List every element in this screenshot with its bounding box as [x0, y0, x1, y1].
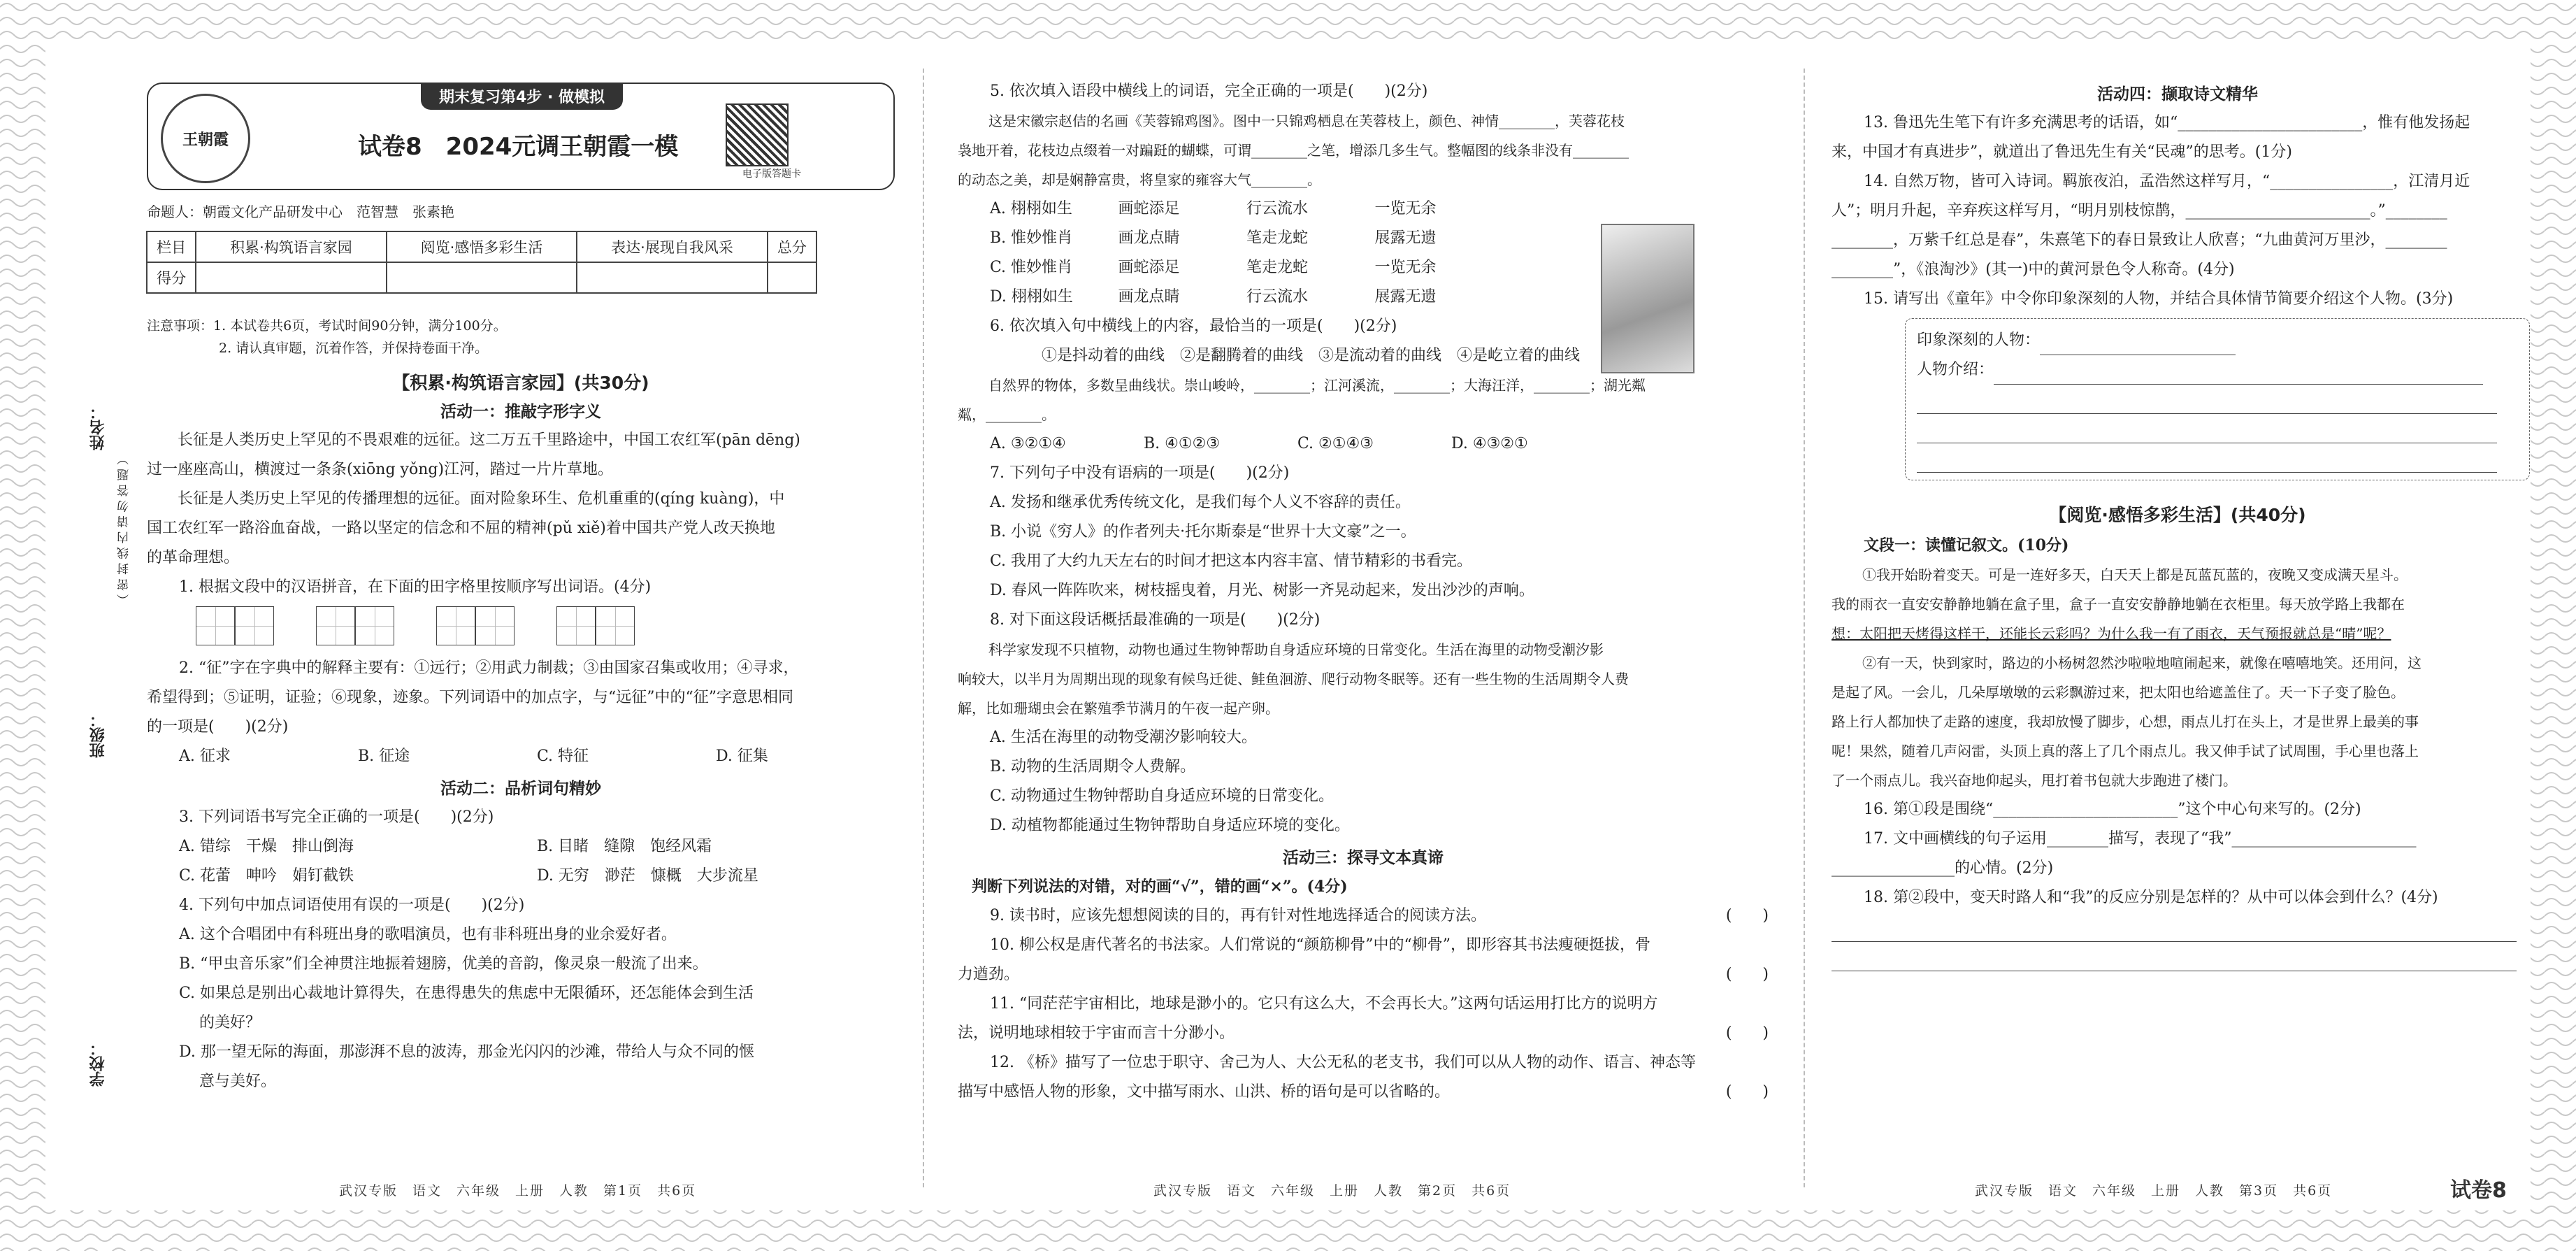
- option-d[interactable]: D. 征集: [716, 748, 768, 765]
- question-10-line: 力遒劲。 ( ): [958, 960, 1769, 989]
- score-header: 阅览·感悟多彩生活: [387, 231, 577, 262]
- passage-label: 文段一：读懂记叙文。(10分): [1864, 536, 2069, 555]
- class-label: 班级：: [89, 712, 107, 758]
- passage-line: 国工农红军一路浴血奋战，一路以坚定的信念和不屈的精神(pǔ xiě)着中国共产党人改天换地: [147, 520, 775, 537]
- answer-paren[interactable]: ( ): [1725, 907, 1769, 924]
- section-title: 【积累·构筑语言家园】(共30分): [392, 373, 649, 393]
- seal-note: （ 密 封 线 内 请 勿 答 题 ）: [117, 453, 131, 606]
- question-5: 5. 依次填入语段中横线上的词语，完全正确的一项是( )(2分): [990, 83, 1428, 100]
- passage-line: 呢！果然，随着几声闷雷，头顶上真的落上了几个雨点儿。我又伸手试了试周围，手心里也落上: [1832, 743, 2419, 759]
- score-cell[interactable]: [768, 262, 816, 293]
- question-1: 1. 根据文段中的汉语拼音，在下面的田字格里按顺序写出词语。(4分): [179, 578, 652, 596]
- score-cell[interactable]: [577, 262, 768, 293]
- option-b[interactable]: B. “甲虫音乐家”们全神贯注地振着翅膀，优美的音韵，像灵泉一般流了出来。: [179, 955, 708, 973]
- question-17-line: ________________的心情。(2分): [1832, 859, 2054, 877]
- score-header: 栏目: [147, 231, 196, 262]
- q2-options[interactable]: [147, 742, 895, 771]
- question-3: 3. 下列词语书写完全正确的一项是( )(2分): [179, 808, 494, 826]
- question-12-line: 描写中感悟人物的形象，文中描写雨水、山洪、桥的语句是可以省略的。 ( ): [958, 1078, 1769, 1107]
- option-d[interactable]: D. 无穷 渺茫 慷概 大步流星: [537, 867, 758, 885]
- paper-title: 试卷8 2024元调王朝霞一模: [358, 133, 679, 161]
- page-footer: 武汉专版 语文 六年级 上册 人教 第2页 共6页: [1153, 1183, 1511, 1199]
- option-b[interactable]: B. 征途: [358, 748, 410, 765]
- notes-line: 注意事项：1. 本试卷共6页，考试时间90分钟，满分100分。: [147, 318, 507, 334]
- question-10: 10. 柳公权是唐代著名的书法家。人们常说的“颜筋柳骨”中的“柳骨”，即形容其书法瘦硬挺拔，骨: [990, 936, 1650, 954]
- option-c[interactable]: C. 我用了大约九天左右的时间才把这本内容丰富、情节精彩的书看完。: [990, 552, 1473, 570]
- passage-line: 长征是人类历史上罕见的传播理想的远征。面对险象环生、危机重重的(qíng kuàng)，中: [178, 490, 785, 508]
- brand-logo: 王朝霞: [161, 94, 250, 183]
- answer-paren[interactable]: ( ): [1725, 1024, 1769, 1042]
- passage-line: 了一个雨点儿。我兴奋地仰起头，甩打着书包就大步跑进了楼门。: [1832, 772, 2237, 789]
- option-c-cont: 的美好？: [179, 1014, 261, 1031]
- option-d-cont: 意与美好。: [179, 1073, 276, 1090]
- passage-line: ②有一天，快到家时，路边的小杨树忽然沙啦啦地喧闹起来，就像在嘻嘻地笑。还用问，这: [1862, 655, 2422, 671]
- option-d[interactable]: D. 那一望无际的海面，那澎湃不息的波涛，那金光闪闪的沙滩，带给人与众不同的惬: [179, 1043, 754, 1061]
- writing-grid[interactable]: [147, 606, 895, 648]
- score-header: 表达·展现自我风采: [577, 231, 768, 262]
- score-cell[interactable]: [196, 262, 387, 293]
- question-2-line: 希望得到；⑤证明，证验；⑥现象，迹象。下列词语中的加点字，与“远征”中的“征”字意思相同: [147, 689, 793, 706]
- q6-items: ①是抖动着的曲线 ②是翻腾着的曲线 ③是流动着的曲线 ④是屹立着的曲线: [1042, 347, 1581, 364]
- page-footer: 武汉专版 语文 六年级 上册 人教 第3页 共6页: [1975, 1183, 2333, 1199]
- option-d[interactable]: D. ④③②①: [1451, 435, 1528, 452]
- question-18: 18. 第②段中，变天时路人和“我”的反应分别是怎样的？从中可以体会到什么？(4分): [1864, 889, 2438, 906]
- passage-line: ①我开始盼着变天。可是一连好多天，白天天上都是瓦蓝瓦蓝的，夜晚又变成满天星斗。: [1862, 566, 2408, 583]
- exam-sheet: [45, 41, 2531, 1210]
- option-d[interactable]: D. 动植物都能通过生物钟帮助自身适应环境的变化。: [990, 817, 1350, 834]
- answer-paren[interactable]: ( ): [1725, 1083, 1769, 1101]
- name-label: 姓名：: [89, 404, 107, 450]
- question-2-line: 的一项是( )(2分): [147, 718, 289, 736]
- option-a[interactable]: A. 错综 干燥 排山倒海: [179, 838, 354, 855]
- school-label: 学校：: [89, 1041, 107, 1087]
- option-c[interactable]: C. 动物通过生物钟帮助自身适应环境的日常变化。: [990, 787, 1334, 805]
- passage-line: 过一座座高山，横渡过一条条(xiōng yǒng)江河，踏过一片片草地。: [147, 461, 614, 478]
- question-9: 9. 读书时，应该先想想阅读的目的，再有针对性地选择适合的阅读方法。 ( ): [958, 901, 1769, 931]
- question-8: 8. 对下面这段话概括最准确的一项是( )(2分): [990, 611, 1321, 629]
- passage-line: 解，比如珊瑚虫会在繁殖季节满月的午夜一起产卵。: [958, 700, 1279, 717]
- answer-line[interactable]: [1832, 942, 2524, 971]
- qr-code-icon[interactable]: [726, 103, 789, 166]
- passage-line: 粼，________。: [958, 406, 1056, 423]
- q6-options[interactable]: [958, 429, 1605, 459]
- section-title: 【阅览·感悟多彩生活】(共40分): [2049, 505, 2306, 525]
- option-b[interactable]: B. ④①②③: [1144, 435, 1221, 452]
- page-2: [958, 77, 1769, 1107]
- q3-options[interactable]: [147, 832, 895, 862]
- review-tag: 期末复习第4步 · 做模拟: [421, 83, 623, 110]
- option-b[interactable]: B. 动物的生活周期令人费解。: [990, 758, 1196, 775]
- passage-line: 长征是人类历史上罕见的不畏艰难的远征。这二万五千里路途中，中国工农红军(pān dēng): [178, 431, 800, 449]
- question-16: 16. 第①段是围绕“________________________”这个中心句来写的。(2分): [1864, 801, 2361, 818]
- option-c[interactable]: C. 如果总是别出心裁地计算得失，在患得患失的焦虑中无限循环，还怎能体会到生活: [179, 985, 754, 1002]
- activity-title: 活动四：撷取诗文精华: [2097, 85, 2258, 103]
- question-14: 14. 自然万物，皆可入诗词。羁旅夜泊，孟浩然这样写月，“________________，江清月近: [1864, 173, 2470, 190]
- passage-line: 是起了风。一会儿，几朵厚墩墩的云彩飘游过来，把太阳也给遮盖住了。天一下子变了脸色。: [1832, 684, 2405, 701]
- activity-title: 活动二：品析词句精妙: [440, 780, 601, 798]
- question-13: 13. 鲁迅先生笔下有许多充满思考的话语，如“________________________，惟有他发扬起: [1864, 114, 2470, 131]
- brocade-pheasant-painting: [1601, 224, 1694, 373]
- option-c[interactable]: C. 特征: [537, 748, 589, 765]
- q3-options[interactable]: [147, 862, 895, 891]
- score-row-label: 得分: [147, 262, 196, 293]
- question-14-line: 人”；明月升起，辛弃疾这样写月，“明月别枝惊鹊，________________________。”________: [1832, 202, 2447, 220]
- option-d[interactable]: D. 春风一阵阵吹来，树枝摇曳着，月光、树影一齐晃动起来，发出沙沙的声响。: [990, 582, 1534, 599]
- question-17: 17. 文中画横线的句子运用________描写，表现了“我”________________________: [1864, 830, 2417, 848]
- option-b[interactable]: B. 小说《穷人》的作者列夫·托尔斯泰是“世界十大文豪”之一。: [990, 523, 1416, 541]
- activity-title: 活动一：推敲字形字义: [440, 403, 601, 421]
- question-13-line: 来，中国才有真进步”，就道出了鲁迅先生有关“民魂”的思考。(1分): [1832, 143, 2292, 161]
- question-12: 12. 《桥》描写了一位忠于职守、舍己为人、大公无私的老支书，我们可以从人物的动作、语言、神态等: [990, 1054, 1696, 1071]
- page-divider: [1804, 69, 1805, 1187]
- question-4: 4. 下列句中加点词语使用有误的一项是( )(2分): [179, 896, 525, 914]
- option-d[interactable]: D. 栩栩如生 画龙点睛 行云流水 展露无遗: [990, 288, 1437, 306]
- question-14-line: ________，万紫千红总是春”，朱熹笔下的春日景致让人欣喜；“九曲黄河万里沙，________: [1832, 231, 2447, 249]
- passage-line: 我的雨衣一直安安静静地躺在盒子里，盒子一直安安静静地躺在衣柜里。每天放学路上我都在: [1832, 596, 2405, 613]
- score-header: 积累·构筑语言家园: [196, 231, 387, 262]
- question-14-line: ________”，《浪淘沙》(其一)中的黄河景色令人称奇。(4分): [1832, 261, 2235, 278]
- qr-caption: 电子版答题卡: [742, 169, 801, 180]
- option-a[interactable]: A. 发扬和继承优秀传统文化，是我们每个人义不容辞的责任。: [990, 494, 1411, 511]
- q15-person-line: 印象深刻的人物：: [1917, 326, 2518, 355]
- score-header: 总分: [768, 231, 816, 262]
- authors: 命题人：朝霞文化产品研发中心 范智慧 张素艳: [147, 203, 454, 220]
- option-c[interactable]: C. 花蕾 呻吟 娟钉截铁: [179, 867, 354, 885]
- option-a[interactable]: A. 生活在海里的动物受潮汐影响较大。: [990, 729, 1257, 746]
- option-b[interactable]: B. 惟妙惟肖 画龙点睛 笔走龙蛇 展露无遗: [990, 229, 1437, 247]
- judge-instruction: 判断下列说法的对错，对的画“√”，错的画“×”。(4分): [972, 878, 1348, 896]
- q15-intro-line: 人物介绍：: [1917, 355, 2518, 385]
- question-6: 6. 依次填入句中横线上的内容，最恰当的一项是( )(2分): [990, 317, 1397, 335]
- page-1: [147, 41, 895, 1096]
- question-15: 15. 请写出《童年》中令你印象深刻的人物，并结合具体情节简要介绍这个人物。(3分): [1864, 290, 2454, 308]
- passage-line: 路上行人都加快了走路的速度，我却放慢了脚步，心想，雨点儿打在头上，才是世界上最美的事: [1832, 713, 2419, 730]
- option-a[interactable]: A. 征求: [179, 748, 231, 765]
- passage-line: 这是宋徽宗赵佶的名画《芙蓉锦鸡图》。图中一只锦鸡栖息在芙蓉枝上，颜色、神情________，芙蓉花枝: [988, 113, 1625, 129]
- page-3: [1832, 77, 2524, 971]
- passage-line-underlined: 想：太阳把天烤得这样干，还能长云彩吗？为什么我一有了雨衣，天气预报就总是“晴”呢？: [1832, 625, 2391, 642]
- option-c[interactable]: C. ②①④③: [1297, 435, 1374, 452]
- option-b[interactable]: B. 目睹 缝隙 饱经风霜: [537, 838, 712, 855]
- page-footer: 武汉专版 语文 六年级 上册 人教 第1页 共6页: [339, 1183, 697, 1199]
- score-cell[interactable]: [387, 262, 577, 293]
- score-table: [146, 231, 817, 294]
- paper-mark: 试卷8: [2450, 1178, 2507, 1203]
- option-c[interactable]: C. 惟妙惟肖 画蛇添足 笔走龙蛇 一览无余: [990, 259, 1437, 276]
- answer-line[interactable]: [1832, 913, 2524, 942]
- option-a[interactable]: A. ③②①④: [990, 435, 1066, 452]
- passage-line: 的革命理想。: [147, 549, 240, 566]
- passage-line: 的动态之美，却是娴静富贵，将皇家的雍容大气________。: [958, 171, 1321, 188]
- option-a[interactable]: A. 这个合唱团中有科班出身的歌唱演员，也有非科班出身的业余爱好者。: [179, 926, 677, 943]
- passage-line: 自然界的物体，多数呈曲线状。崇山峻岭，________；江河溪流，________；大海汪洋，________；湖光粼: [988, 377, 1646, 394]
- question-11: 11. “同茫茫宇宙相比，地球是渺小的。它只有这么大，不会再长大。”这两句话运用打比方的说明方: [990, 995, 1658, 1013]
- question-11-line: 法，说明地球相较于宇宙而言十分渺小。 ( ): [958, 1019, 1769, 1048]
- paper-header: [147, 83, 895, 190]
- page-divider: [923, 69, 924, 1187]
- notes-line: 2. 请认真审题，沉着作答，并保持卷面干净。: [219, 341, 489, 356]
- passage-line: 袅地开着，花枝边点缀着一对蹁跹的蝴蝶，可谓________之笔，增添几多生气。整幅图的线条非没有________: [958, 142, 1629, 159]
- question-2: 2. “征”字在字典中的解释主要有：①远行；②用武力制裁；③由国家召集或收用；④寻求，: [179, 659, 799, 677]
- activity-title: 活动三：探寻文本真谛: [1283, 849, 1444, 867]
- passage-line: 响较大，以半月为周期出现的现象有候鸟迁徙、鲑鱼洄游、爬行动物冬眠等。还有一些生物的生活周期令人费: [958, 671, 1629, 687]
- passage-line: 科学家发现不只植物，动物也通过生物钟帮助自身适应环境的日常变化。生活在海里的动物受潮汐影: [988, 641, 1604, 658]
- q15-answer-box[interactable]: [1905, 318, 2530, 480]
- option-a[interactable]: A. 栩栩如生 画蛇添足 行云流水 一览无余: [990, 200, 1437, 217]
- question-7: 7. 下列句子中没有语病的一项是( )(2分): [990, 464, 1290, 482]
- answer-paren[interactable]: ( ): [1725, 966, 1769, 983]
